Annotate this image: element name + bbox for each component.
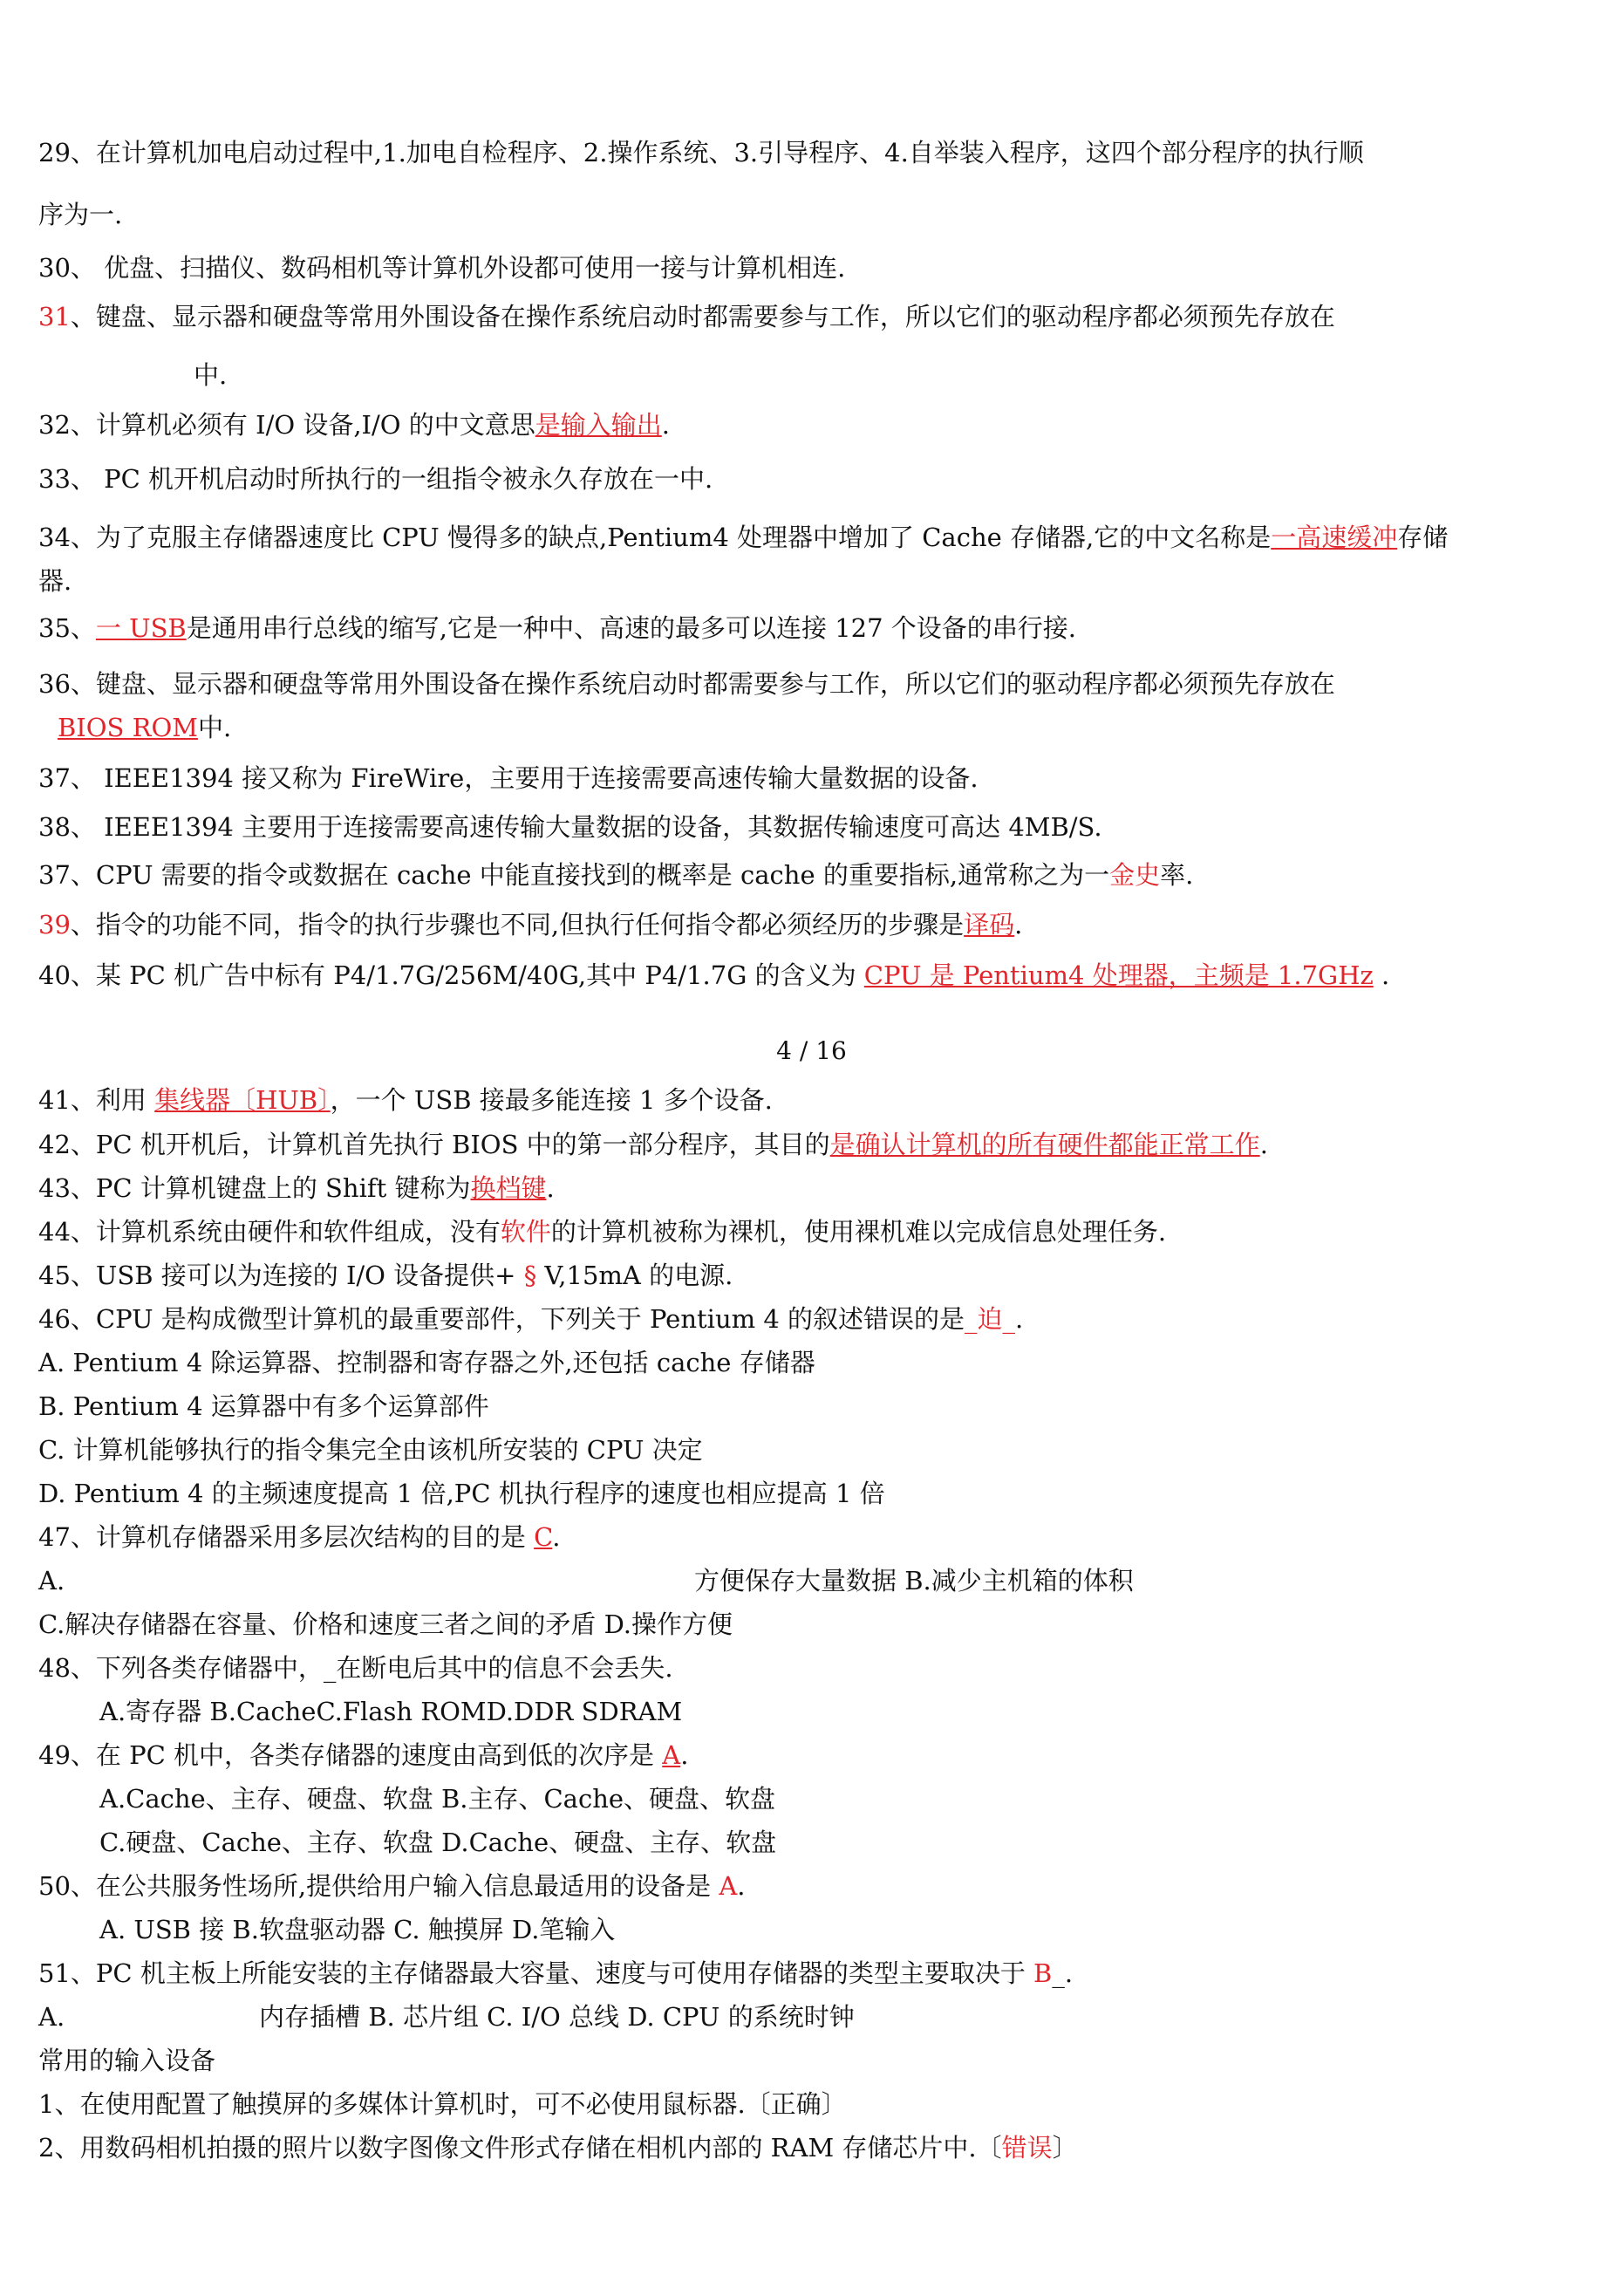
q46-option-c: C. 计算机能够执行的指令集完全由该机所安装的 CPU 决定 xyxy=(38,1435,703,1465)
q42-text: 42、PC 机开机后，计算机首先执行 BIOS 中的第一部分程序，其目的 xyxy=(38,1130,830,1159)
q34-text: 34、为了克服主存储器速度比 CPU 慢得多的缺点,Pentium4 处理器中增加了 Cache 存储器,它的中文名称是 xyxy=(38,523,1272,552)
q41 xyxy=(38,1083,1588,1117)
q48-options: A.寄存器 B.CacheC.Flash ROMD.DDR SDRAM xyxy=(99,1697,683,1726)
q45 xyxy=(38,1258,1588,1293)
q40-end: . xyxy=(1373,960,1390,990)
q50-answer: A xyxy=(719,1871,738,1901)
q35-number: 35、 xyxy=(38,613,96,643)
q44-answer: 软件 xyxy=(500,1217,551,1247)
q51-options: 内存插槽 B. 芯片组 C. I/O 总线 D. CPU 的系统时钟 xyxy=(259,2002,855,2032)
q39-text: 、指令的功能不同，指令的执行步骤也不同,但执行任何指令都必须经历的步骤是 xyxy=(70,910,965,940)
q32 xyxy=(38,407,1588,442)
q43-text: 43、PC 计算机键盘上的 Shift 键称为 xyxy=(38,1173,471,1203)
q46 xyxy=(38,1302,1588,1336)
q35-text: 是通用串行总线的缩写,它是一种中、高速的最多可以连接 127 个设备的串行接. xyxy=(186,613,1076,643)
q50-text: 50、在公共服务性场所,提供给用户输入信息最适用的设备是 xyxy=(38,1871,719,1901)
q43 xyxy=(38,1171,1588,1206)
section-heading: 常用的输入设备 xyxy=(38,2046,216,2075)
q32-text: 32、计算机必须有 I/O 设备,I/O 的中文意思 xyxy=(38,410,535,440)
q31-line1 xyxy=(38,299,1588,334)
q34-end: 存储 xyxy=(1397,523,1449,552)
q45-answer: § xyxy=(523,1261,537,1290)
q45-end: V,15mA 的电源. xyxy=(536,1261,733,1290)
q49-text: 49、在 PC 机中，各类存储器的速度由高到低的次序是 xyxy=(38,1740,663,1770)
tf2-answer: 错误 xyxy=(1001,2133,1053,2163)
q42 xyxy=(38,1127,1588,1162)
q29-line2: 序为一. xyxy=(38,200,123,229)
q43-end: . xyxy=(546,1173,555,1203)
q50 xyxy=(38,1869,1588,1903)
q37b-end: 率. xyxy=(1160,860,1194,890)
q47-options-cd: C.解决存储器在容量、价格和速度三者之间的矛盾 D.操作方便 xyxy=(38,1609,733,1639)
q31-text: 、键盘、显示器和硬盘等常用外围设备在操作系统启动时都需要参与工作，所以它们的驱动程序都必须预先存放在 xyxy=(70,302,1335,331)
q51-option-a-label: A. xyxy=(38,2002,65,2032)
q39-number: 39 xyxy=(38,910,71,940)
q36-answer: BIOS ROM xyxy=(58,713,198,742)
q47-end: . xyxy=(552,1522,561,1552)
q31-line2: 中. xyxy=(194,360,228,390)
tf2-text: 2、用数码相机拍摄的照片以数字图像文件形式存储在相机内部的 RAM 存储芯片中.〔 xyxy=(38,2133,1002,2163)
q44-end: 的计算机被称为裸机，使用裸机难以完成信息处理任务. xyxy=(550,1217,1167,1247)
q46-end: . xyxy=(1015,1304,1024,1334)
q34-line2: 器. xyxy=(38,566,72,596)
q39 xyxy=(38,907,1588,942)
q49-options-ab: A.Cache、主存、硬盘、软盘 B.主存、Cache、硬盘、软盘 xyxy=(99,1784,776,1814)
q34-answer: 一高速缓冲 xyxy=(1271,523,1398,552)
q36-end: 中. xyxy=(197,713,232,742)
q39-answer: 译码 xyxy=(964,910,1015,940)
q49-answer: A xyxy=(662,1740,681,1770)
q38: 38、 IEEE1394 主要用于连接需要高速传输大量数据的设备，其数据传输速度可高达 4MB/S. xyxy=(38,812,1102,842)
q50-end: . xyxy=(737,1871,746,1901)
q39-end: . xyxy=(1014,910,1023,940)
tf-item-2 xyxy=(38,2130,1588,2165)
q47-text: 47、计算机存储器采用多层次结构的目的是 xyxy=(38,1522,535,1552)
q36-line2 xyxy=(58,710,1588,745)
q48: 48、下列各类存储器中，_在断电后其中的信息不会丢失. xyxy=(38,1653,673,1683)
q32-end: . xyxy=(661,410,671,440)
q30: 30、 优盘、扫描仪、数码相机等计算机外设都可使用一接与计算机相连. xyxy=(38,253,846,283)
q37-cache xyxy=(38,858,1588,892)
q47-options-ab: 方便保存大量数据 B.减少主机箱的体积 xyxy=(694,1566,1134,1596)
q49-options-cd: C.硬盘、Cache、主存、软盘 D.Cache、硬盘、主存、软盘 xyxy=(99,1828,777,1857)
q41-end: ，一个 USB 接最多能连接 1 多个设备. xyxy=(330,1085,773,1115)
q51 xyxy=(38,1956,1588,1991)
q37b-answer: 金史 xyxy=(1109,860,1161,890)
q44 xyxy=(38,1214,1588,1249)
q51-text: 51、PC 机主板上所能安装的主存储器最大容量、速度与可使用存储器的类型主要取决于 xyxy=(38,1958,1034,1988)
q32-answer: 是输入输出 xyxy=(535,410,662,440)
q51-answer: B xyxy=(1033,1958,1053,1988)
q37b-text: 37、CPU 需要的指令或数据在 cache 中能直接找到的概率是 cache 的重要指标,通常称之为一 xyxy=(38,860,1110,890)
q40-text: 40、某 PC 机广告中标有 P4/1.7G/256M/40G,其中 P4/1.7G 的含义为 xyxy=(38,960,864,990)
q46-answer: _迫_ xyxy=(965,1304,1016,1334)
q40-answer: CPU 是 Pentium4 处理器，主频是 1.7GHz xyxy=(863,960,1374,990)
q45-text: 45、USB 接可以为连接的 I/O 设备提供+ xyxy=(38,1261,524,1290)
q37-firewire: 37、 IEEE1394 接又称为 FireWire，主要用于连接需要高速传输大量数据的设备. xyxy=(38,763,979,793)
q49 xyxy=(38,1738,1588,1773)
q41-text: 41、利用 xyxy=(38,1085,155,1115)
q31-number: 31 xyxy=(38,302,71,331)
q33: 33、 PC 机开机启动时所执行的一组指令被永久存放在一中. xyxy=(38,464,713,494)
q51-end: _. xyxy=(1052,1958,1074,1988)
q40 xyxy=(38,958,1588,993)
q34-line1 xyxy=(38,520,1588,555)
q41-answer: 集线器〔HUB〕 xyxy=(154,1085,331,1115)
q46-option-b: B. Pentium 4 运算器中有多个运算部件 xyxy=(38,1391,489,1421)
tf2-end: 〕 xyxy=(1052,2133,1078,2163)
q47 xyxy=(38,1520,1588,1555)
q49-end: . xyxy=(680,1740,689,1770)
page-number: 4 / 16 xyxy=(776,1036,847,1065)
q47-answer: C xyxy=(534,1522,553,1552)
q46-option-d: D. Pentium 4 的主频速度提高 1 倍,PC 机执行程序的速度也相应提高 1 倍 xyxy=(38,1479,885,1508)
q50-options: A. USB 接 B.软盘驱动器 C. 触摸屏 D.笔输入 xyxy=(99,1915,616,1944)
tf-item-1: 1、在使用配置了触摸屏的多媒体计算机时，可不必使用鼠标器.〔正确〕 xyxy=(38,2089,847,2119)
q42-answer: 是确认计算机的所有硬件都能正常工作 xyxy=(829,1130,1260,1159)
q44-text: 44、计算机系统由硬件和软件组成，没有 xyxy=(38,1217,501,1247)
q35-answer: 一 USB xyxy=(95,613,187,643)
q47-option-a-label: A. xyxy=(38,1566,65,1596)
q43-answer: 换档键 xyxy=(470,1173,547,1203)
q42-end: . xyxy=(1259,1130,1268,1159)
q35 xyxy=(38,611,1588,646)
q29-line1: 29、在计算机加电启动过程中,1.加电自检程序、2.操作系统、3.引导程序、4.自举装入程序，这四个部分程序的执行顺 xyxy=(38,138,1364,167)
q46-option-a: A. Pentium 4 除运算器、控制器和寄存器之外,还包括 cache 存储器 xyxy=(38,1348,815,1377)
q46-text: 46、CPU 是构成微型计算机的最重要部件，下列关于 Pentium 4 的叙述错误的是 xyxy=(38,1304,965,1334)
q36-line1: 36、键盘、显示器和硬盘等常用外围设备在操作系统启动时都需要参与工作，所以它们的驱动程序都必须预先存放在 xyxy=(38,669,1335,699)
